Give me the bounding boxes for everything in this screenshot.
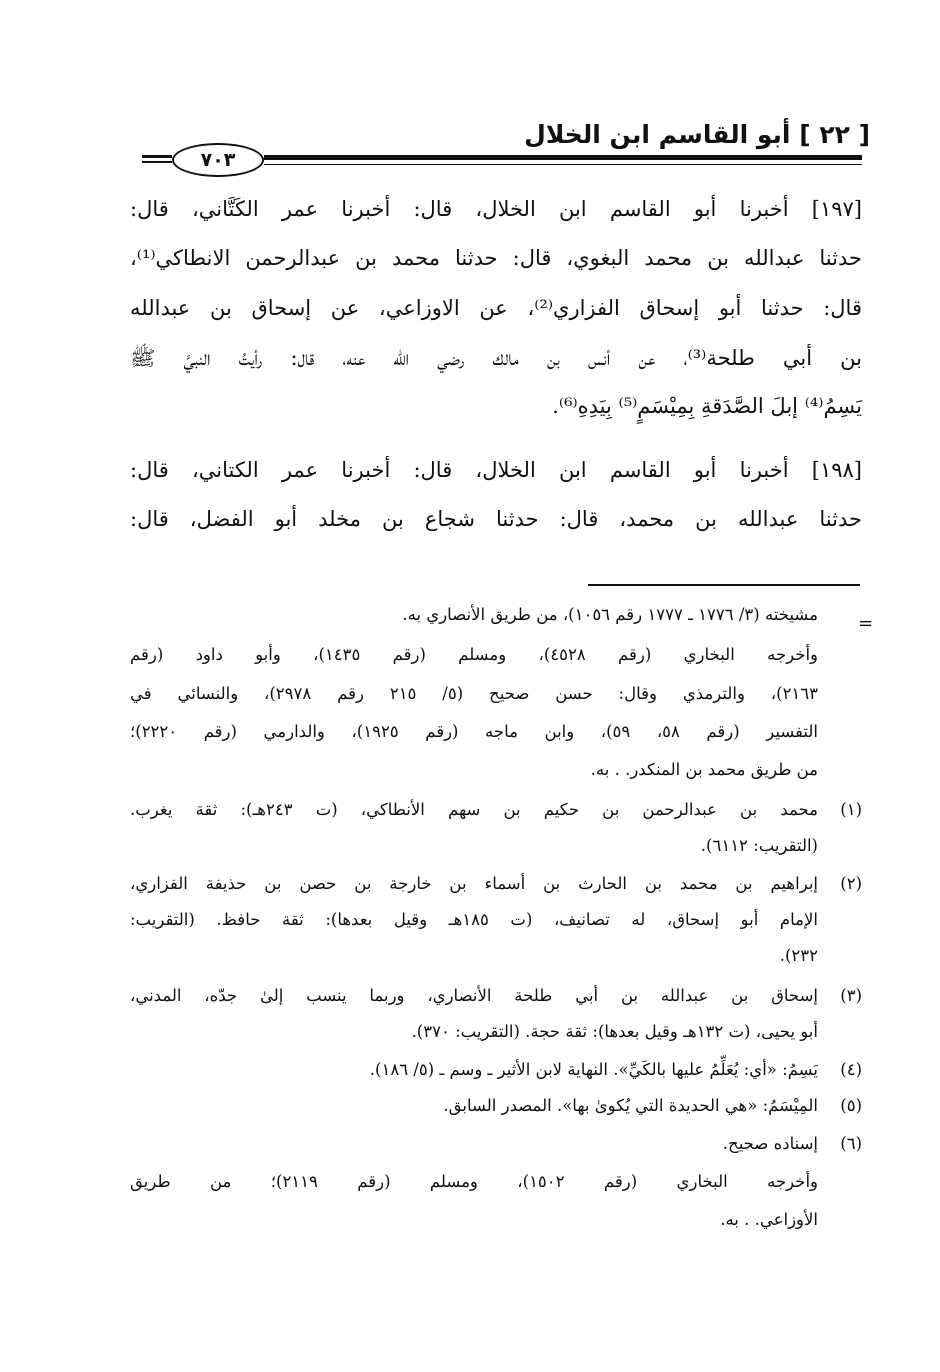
footnote-line: من طريق محمد بن المنكدر. . به. xyxy=(590,760,818,779)
header-rule-left-1 xyxy=(142,155,172,158)
footnote-number: (٦) xyxy=(840,1134,862,1153)
footnote-line: محمد بن عبدالرحمن بن حكيم بن سهم الأنطاكي، (ت ٢٤٣هـ): ثقة يغرب. xyxy=(130,800,818,819)
page-number: ٧٠٣ xyxy=(172,143,264,177)
footnote-separator xyxy=(588,584,860,586)
footnote-line: (التقريب: ٦١١٢). xyxy=(700,836,818,855)
continuation-mark: = xyxy=(858,613,874,634)
footnote-line: المِيْسَمُ: «هي الحديدة التي يُكوىٰ بها». المصدر السابق. xyxy=(443,1096,818,1115)
main-line: [١٩٧] أخبرنا أبو القاسم ابن الخلال، قال: أخبرنا عمر الكَتَّاني، قال: xyxy=(130,197,862,221)
footnote-line: الإمام أبو إسحاق، له تصانيف، (ت ١٨٥هـ وقيل بعدها): ثقة حافظ. (التقريب: xyxy=(130,910,818,929)
footnote-number: (٤) xyxy=(840,1060,862,1079)
main-line: قال: حدثنا أبو إسحاق الفزاري⁽²⁾، عن الاوزاعي، عن إسحاق بن عبدالله xyxy=(130,296,862,320)
footnote-line: التفسير (رقم ٥٨، ٥٩)، وابن ماجه (رقم ١٩٢٥)، والدارمي (رقم ٢٢٢٠)؛ xyxy=(130,722,818,741)
header-rule-left-2 xyxy=(142,161,172,163)
main-line: حدثنا عبدالله بن محمد، قال: حدثنا شجاع بن مخلد أبو الفضل، قال: xyxy=(130,507,862,531)
footnote-line: وأخرجه البخاري (رقم ١٥٠٢)، ومسلم (رقم ٢١١٩)؛ من طريق xyxy=(130,1172,818,1191)
main-line: [١٩٨] أخبرنا أبو القاسم ابن الخلال، قال: أخبرنا عمر الكتاني، قال: xyxy=(130,458,862,482)
footnote-line: الأوزاعي. . به. xyxy=(720,1210,818,1229)
running-header-title: [ ٢٢ ] أبو القاسم ابن الخلال xyxy=(524,120,870,149)
footnote-line: وأخرجه البخاري (رقم ٤٥٢٨)، ومسلم (رقم ١٤٣٥)، وأبو داود (رقم xyxy=(130,645,819,664)
footnote-line: أبو يحيى، (ت ١٣٢هـ وقيل بعدها): ثقة حجة. (التقريب: ٣٧٠). xyxy=(411,1022,818,1041)
footnote-line: يَسِمُ: «أي: يُعَلِّمُ عليها بالكَيِّ». النهاية لابن الأثير ـ وسم ـ (٥/ ١٨٦). xyxy=(369,1060,818,1079)
footnote-number: (٢) xyxy=(840,874,862,893)
main-line: يَسِمُ⁽⁴⁾ إبلَ الصَّدَقةِ بِمِيْسَمٍ⁽⁵⁾ بِيَدِهِ⁽⁶⁾. xyxy=(552,394,862,418)
main-line: حدثنا عبدالله بن محمد البغوي، قال: حدثنا محمد بن عبدالرحمن الانطاكي⁽¹⁾، xyxy=(130,246,862,270)
header-rule-thick xyxy=(264,155,862,160)
footnote-line: إبراهيم بن محمد بن الحارث بن أسماء بن خارجة بن حصن بن حذيفة الفزاري، xyxy=(130,874,818,893)
footnote-number: (٣) xyxy=(840,986,862,1005)
footnote-line: مشيخته (٣/ ١٧٧٦ ـ ١٧٧٧ رقم ١٠٥٦)، من طريق الأنصاري به. xyxy=(402,605,818,624)
footnote-line: إسناده صحيح. xyxy=(722,1134,818,1153)
footnote-number: (١) xyxy=(840,800,862,819)
main-line: بن أبي طلحة⁽³⁾، عن أنس بن مالك رضي الله عنه، قال: رأيتُ النبيَّ ﷺ xyxy=(130,346,862,370)
header-rule-thin xyxy=(264,164,862,165)
footnote-line: ٢١٦٣)، والترمذي وقال: حسن صحيح (٥/ ٢١٥ رقم ٢٩٧٨)، والنسائي في xyxy=(130,684,819,703)
footnote-number: (٥) xyxy=(840,1096,862,1115)
footnote-line: ٢٣٢). xyxy=(779,946,818,965)
footnote-line: إسحاق بن عبدالله بن أبي طلحة الأنصاري، وربما ينسب إلىٰ جدّه، المدني، xyxy=(130,986,818,1005)
